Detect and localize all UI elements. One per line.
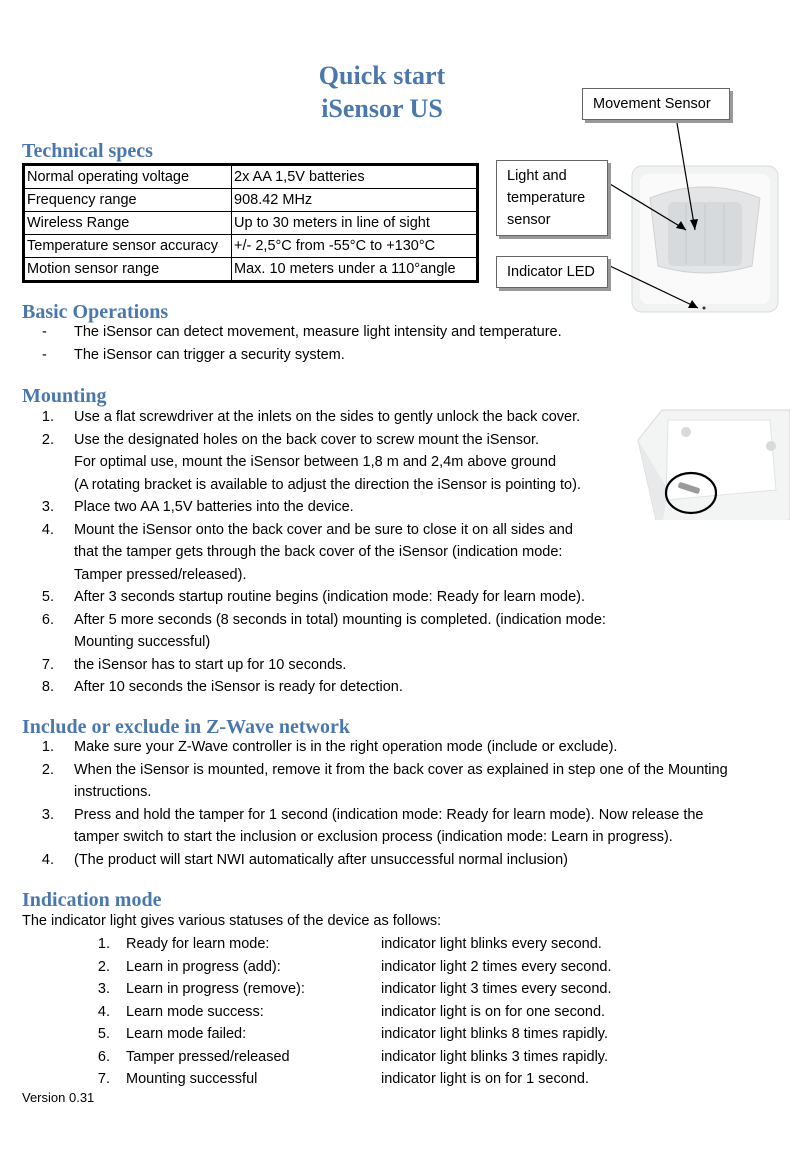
list-number: 3. [97,981,110,997]
list-item-text: Mounting successful) [74,634,211,650]
indication-intro: The indicator light gives various statuses of the device as follows: [22,913,442,929]
list-item-text: Press and hold the tamper for 1 second (indication mode: Ready for learn mode). Now release the [74,806,704,823]
list-number: 5. [97,1026,110,1042]
list-item-text: tamper switch to start the inclusion or exclusion process (indication mode: Learn in progress). [74,829,673,845]
list-item-line [0,589,808,612]
list-item-line [0,657,808,680]
list-item-line [0,829,808,852]
list-item-text: the iSensor has to start up for 10 seconds. [74,656,347,673]
indication-mode: Ready for learn mode: [126,936,270,952]
list-item-line [0,499,808,522]
list-item-text: Use a flat screwdriver at the inlets on the sides to gently unlock the back cover. [74,409,581,425]
specs-label-cell: Motion sensor range [25,258,232,281]
specs-row [25,235,477,258]
list-item-text: After 3 seconds startup routine begins (indication mode: Ready for learn mode). [74,589,585,605]
list-item-text: After 10 seconds the iSensor is ready for detection. [74,679,403,695]
list-item-line [0,409,808,432]
list-number: 2. [41,431,54,448]
list-item-text: Place two AA 1,5V batteries into the device. [74,499,354,515]
indication-light: indicator light 3 times every second. [381,981,612,997]
list-number: 1. [41,739,54,755]
specs-row [25,212,477,235]
indication-light: indicator light blinks every second. [381,936,602,952]
list-item-line [0,762,808,785]
list-number: 3. [41,806,54,823]
list-number: 8. [41,679,54,695]
list-item-text: For optimal use, mount the iSensor between 1,8 m and 2,4m above ground [74,454,557,470]
version-label: Version 0.31 [22,1090,95,1105]
indication-row [0,1071,808,1094]
title-line-2: iSensor US [321,94,443,123]
basic-operations-heading: Basic Operations [22,301,169,323]
list-number: 4. [41,521,54,538]
specs-label-cell: Normal operating voltage [25,166,232,189]
list-item-line [0,612,808,635]
list-item-line [0,634,808,657]
list-item-line [0,477,808,500]
indication-list [0,936,808,1094]
list-item-text: Make sure your Z-Wave controller is in the right operation mode (include or exclude). [74,739,618,755]
bullet-dash: - [42,346,47,363]
indication-row [0,981,808,1004]
specs-label-cell: Frequency range [25,189,232,212]
zwave-heading: Include or exclude in Z-Wave network [22,716,350,738]
list-number: 5. [41,589,54,605]
list-item-text: (A rotating bracket is available to adjust the direction the iSensor is pointing to). [74,476,581,493]
specs-value-cell: 2x AA 1,5V batteries [232,166,477,189]
list-number: 7. [41,656,54,673]
specs-value-cell: Max. 10 meters under a 110°angle [232,258,477,281]
specs-value-cell: Up to 30 meters in line of sight [232,212,477,235]
list-item-text: that the tamper gets through the back cover of the iSensor (indication mode: [74,544,563,560]
specs-row [25,258,477,281]
callout-movement-text: Movement Sensor [593,96,711,112]
technical-specs-heading: Technical specs [22,140,153,162]
specs-label-cell: Wireless Range [25,212,232,235]
callout-light-line-2: temperature [507,190,586,206]
list-item-text: The iSensor can trigger a security system. [74,346,345,363]
indication-row [0,959,808,982]
callout-light-line-3: sensor [507,212,551,228]
indication-row [0,1049,808,1072]
specs-value-cell: +/- 2,5°C from -55°C to +130°C [232,235,477,258]
indication-mode: Tamper pressed/released [126,1048,290,1065]
indication-heading: Indication mode [22,889,162,911]
list-number: 2. [41,761,54,778]
list-item-text: After 5 more seconds (8 seconds in total) mounting is completed. (indication mode: [74,611,606,628]
specs-row [25,189,477,212]
indication-light: indicator light is on for one second. [381,1003,606,1020]
indication-light: indicator light is on for 1 second. [381,1071,589,1087]
list-item-line [0,807,808,830]
specs-value-cell: 908.42 MHz [232,189,477,212]
basic-operations-list [0,324,808,369]
list-number: 1. [41,409,54,425]
callout-light-line-1: Light and [507,168,567,184]
callout-led-text: Indicator LED [507,264,595,280]
specs-row [25,166,477,189]
indication-mode: Learn mode failed: [126,1026,247,1042]
list-item [0,347,808,370]
indication-mode: Learn in progress (add): [126,958,281,975]
indication-row [0,936,808,959]
list-item-text: Mount the iSensor onto the back cover and be sure to close it on all sides and [74,521,573,538]
list-item [0,324,808,347]
bullet-dash: - [42,324,47,340]
list-item-line [0,544,808,567]
list-item-line [0,679,808,702]
list-number: 1. [97,936,110,952]
indication-mode: Learn mode success: [126,1003,264,1020]
list-item-line [0,784,808,807]
specs-table [22,163,479,283]
indication-row [0,1004,808,1027]
isensor-front-image [632,166,778,312]
callout-movement-sensor [582,88,730,120]
list-item-line [0,567,808,590]
callout-light-temperature [496,160,608,236]
mounting-list [0,409,808,702]
list-number: 4. [97,1003,110,1020]
indication-mode: Learn in progress (remove): [126,981,305,997]
zwave-list [0,739,808,874]
callout-indicator-led [496,256,608,288]
indication-light: indicator light blinks 8 times rapidly. [381,1026,608,1042]
mounting-heading: Mounting [22,385,107,407]
indication-light: indicator light blinks 3 times rapidly. [381,1048,608,1065]
list-item-text: The iSensor can detect movement, measure light intensity and temperature. [74,324,562,340]
list-number: 6. [41,611,54,628]
list-number: 2. [97,958,110,975]
list-number: 6. [97,1048,110,1065]
list-number: 4. [41,851,54,868]
list-item-line [0,432,808,455]
list-item-line [0,852,808,875]
list-item-line [0,739,808,762]
indication-light: indicator light 2 times every second. [381,958,612,975]
list-item-text: Use the designated holes on the back cover to screw mount the iSensor. [74,431,540,448]
specs-label-cell: Temperature sensor accuracy [25,235,232,258]
list-item-text: Tamper pressed/released). [74,566,247,583]
list-item-text: (The product will start NWI automatically after unsuccessful normal inclusion) [74,851,568,868]
indication-mode: Mounting successful [126,1071,258,1087]
title-line-1: Quick start [318,61,446,90]
list-number: 3. [41,499,54,515]
list-item-line [0,454,808,477]
list-number: 7. [97,1071,110,1087]
indication-row [0,1026,808,1049]
list-item-line [0,522,808,545]
list-item-text: When the iSensor is mounted, remove it from the back cover as explained in step one of the Mounting [74,761,728,778]
list-item-text: instructions. [74,784,152,800]
